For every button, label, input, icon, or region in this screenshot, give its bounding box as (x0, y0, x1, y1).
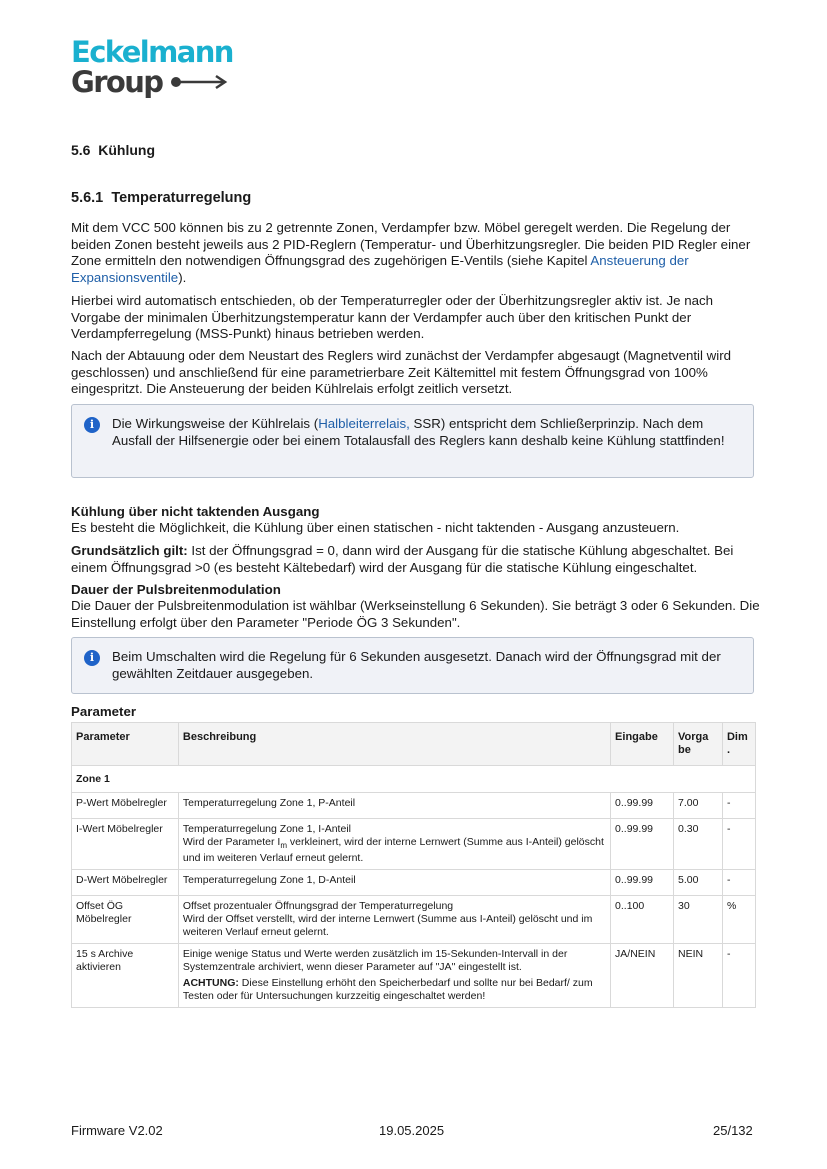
cell-eingabe: 0..99.99 (611, 793, 674, 819)
link-expansionsventile[interactable]: Ansteuerung der Expansionsventile (71, 253, 689, 285)
zone-label: Zone 1 (72, 766, 756, 793)
section-title: 5.6 Kühlung (71, 142, 156, 158)
cell-param: D-Wert Möbelregler (72, 870, 179, 896)
cell-desc: Temperaturregelung Zone 1, D-Anteil (178, 870, 610, 896)
cell-param: I-Wert Möbelregler (72, 819, 179, 870)
taktend-text: Es besteht die Möglichkeit, die Kühlung über einen statischen - nicht taktenden - Ausgang anzusteuern. (71, 520, 680, 535)
logo-line-1: Eckelmann (71, 35, 233, 69)
cell-desc: Offset prozentualer Öffnungsgrad der Temperaturregelung Wird der Offset verstellt, wird der interne Lernwert (Summe aus I-Anteil) gelöscht und im weiteren Verlauf erneut gelernt. (178, 896, 610, 944)
info-note-2-text: Beim Umschalten wird die Regelung für 6 Sekunden ausgesetzt. Danach wird der Öffnungsgrad mit der gewählten Zeitdauer ausgegeben. (112, 649, 721, 681)
info-note-1-text: Die Wirkungsweise der Kühlrelais (Halbleiterrelais, SSR) entspricht dem Schließerprinzip. Nach dem Ausfall der Hilfsenergie oder bei einem Totalausfall des Reglers kann deshalb keine Kühlung stattfinden! (112, 416, 725, 448)
parameter-heading: Parameter (71, 704, 137, 719)
cell-vorgabe: 7.00 (674, 793, 723, 819)
paragraph-1: Mit dem VCC 500 können bis zu 2 getrennte Zonen, Verdampfer bzw. Möbel geregelt werden. Die Regelung der beiden Zonen besteht jeweils aus 2 PID-Reglern (Temperatur- und Überhitzungsregler. Die beiden PID Regler einer Zone ermitteln den notwendigen Öffnungsgrad des zugehörigen E-Ventils (siehe Kapitel Ansteuerung der Expansionsventile). (71, 220, 751, 285)
header-vorgabe: Vorga be (674, 723, 723, 766)
cell-dim: - (722, 819, 755, 870)
zone-row (72, 766, 756, 793)
table-row (72, 896, 756, 944)
footer-date: 19.05.2025 (379, 1123, 445, 1138)
puls-text: Die Dauer der Pulsbreitenmodulation ist wählbar (Werkseinstellung 6 Sekunden). Sie beträgt 3 oder 6 Sekunden. Die Einstellung erfolgt über den Parameter "Periode ÖG 3 Sekunden". (71, 598, 760, 630)
parameter-table (71, 722, 756, 1008)
cell-desc: Temperaturregelung Zone 1, P-Anteil (178, 793, 610, 819)
table-row (72, 944, 756, 1008)
puls-title: Dauer der Pulsbreitenmodulation (71, 582, 281, 597)
grundsatz-text: Grundsätzlich gilt: Ist der Öffnungsgrad = 0, dann wird der Ausgang für die statische Kühlung abgeschaltet. Bei einem Öffnungsgrad >0 (es besteht Kältebedarf) wird der Ausgang für die statische Kühlung eingeschaltet. (71, 543, 734, 575)
cell-desc: Einige wenige Status und Werte werden zusätzlich im 15-Sekunden-Intervall in der Systemzentrale archiviert, wenn dieser Parameter auf "JA" eingestellt ist. ACHTUNG: Diese Einstellung erhöht den Speicherbedarf und sollte nur bei Bedarf/ zum Testen oder für Untersuchungen kurzzeitig eingeschaltet werden! (178, 944, 610, 1008)
logo-arrow-icon (170, 74, 228, 90)
cell-param: P-Wert Möbelregler (72, 793, 179, 819)
info-note-1 (71, 404, 754, 478)
cell-param: Offset ÖG Möbelregler (72, 896, 179, 944)
logo-line-2 (71, 67, 233, 97)
footer-firmware: Firmware V2.02 (71, 1123, 163, 1138)
cell-dim: - (722, 870, 755, 896)
cell-eingabe: 0..99.99 (611, 819, 674, 870)
info-icon: i (84, 417, 100, 433)
company-logo (71, 37, 233, 97)
info-note-2 (71, 637, 754, 694)
table-header-row (72, 723, 756, 766)
cell-eingabe: 0..100 (611, 896, 674, 944)
table-row (72, 870, 756, 896)
cell-desc: Temperaturregelung Zone 1, I-Anteil Wird der Parameter $I_m$ verkleinert, wird der interne Lernwert (Summe aus I-Anteil) gelöscht und im weiteren Verlauf erneut gelernt. (178, 819, 610, 870)
cell-dim: - (722, 944, 755, 1008)
subsection-title: 5.6.1 Temperaturregelung (71, 190, 252, 206)
cell-vorgabe: NEIN (674, 944, 723, 1008)
header-dim: Dim . (722, 723, 755, 766)
info-icon: i (84, 650, 100, 666)
cell-eingabe: JA/NEIN (611, 944, 674, 1008)
taktend-title: Kühlung über nicht taktenden Ausgang (71, 504, 320, 519)
cell-dim: % (722, 896, 755, 944)
header-beschreibung: Beschreibung (178, 723, 610, 766)
cell-vorgabe: 30 (674, 896, 723, 944)
footer-page: 25/132 (713, 1123, 753, 1138)
table-row (72, 793, 756, 819)
table-row (72, 819, 756, 870)
paragraph-3: Nach der Abtauung oder dem Neustart des Reglers wird zunächst der Verdampfer abgesaugt (Magnetventil wird geschlossen) und anschließend für eine parametrierbare Zeit Kältemittel mit festem Öffnungsgrad von 100% eingespritzt. Die Ansteuerung der beiden Kühlrelais erfolgt zeitlich versetzt. (71, 348, 732, 396)
header-parameter: Parameter (72, 723, 179, 766)
logo-line-2-text: Group (71, 65, 163, 99)
link-halbleiterrelais[interactable]: Halbleiterrelais, (318, 416, 410, 431)
cell-vorgabe: 0.30 (674, 819, 723, 870)
cell-param: 15 s Archive aktivieren (72, 944, 179, 1008)
cell-vorgabe: 5.00 (674, 870, 723, 896)
paragraph-2: Hierbei wird automatisch entschieden, ob der Temperaturregler oder der Überhitzungsregler aktiv ist. Je nach Vorgabe der minimalen Überhitzungstemperatur kann der Verdampfer auch über den kritischen Punkt der Verdampferregelung (MSS-Punkt) hinaus betrieben werden. (71, 293, 714, 341)
header-eingabe: Eingabe (611, 723, 674, 766)
cell-dim: - (722, 793, 755, 819)
cell-eingabe: 0..99.99 (611, 870, 674, 896)
